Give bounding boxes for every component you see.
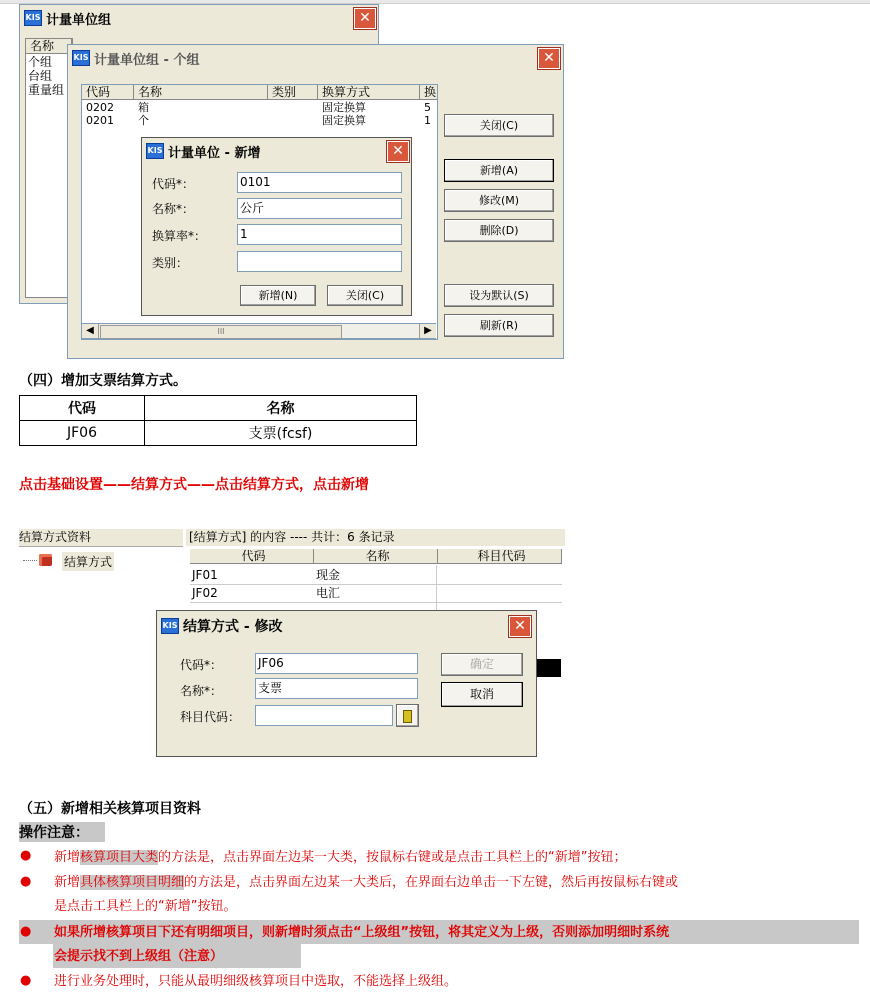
note-2-pre: 新增 bbox=[54, 875, 81, 890]
note-title: 操作注意： bbox=[19, 822, 105, 842]
code-field[interactable]: 0101 bbox=[237, 172, 402, 193]
close-icon[interactable]: ✕ bbox=[387, 141, 409, 162]
tree-connector bbox=[23, 560, 37, 562]
content-header-text: [结算方式] 的内容 ---- 共计：6 条记录 bbox=[186, 529, 565, 546]
row-divider bbox=[190, 602, 562, 603]
refresh-button[interactable]: 刷新(R) bbox=[444, 314, 554, 337]
table-row-rate: 1 bbox=[424, 114, 431, 127]
note-item-1 bbox=[54, 846, 627, 869]
delete-button[interactable]: 删除(D) bbox=[444, 219, 554, 242]
note-item-2 bbox=[54, 871, 678, 894]
close-icon[interactable]: ✕ bbox=[538, 48, 560, 69]
bullet-icon: ● bbox=[20, 874, 32, 889]
name-field[interactable]: 支票 bbox=[255, 678, 418, 699]
category-label: 类别： bbox=[152, 256, 189, 270]
unit-group-detail-titlebar bbox=[68, 45, 563, 71]
section4-heading: （四）增加支票结算方式。 bbox=[19, 373, 187, 389]
unit-group-detail-title: 计量单位组 - 个组 bbox=[94, 52, 200, 68]
tree-title: 结算方式资料 bbox=[19, 529, 183, 547]
note-1-highlight: 核算项目大类 bbox=[80, 850, 159, 865]
section5-heading: （五）新增相关核算项目资料 bbox=[19, 801, 201, 817]
unit-add-titlebar bbox=[142, 138, 411, 164]
settlement-edit-titlebar bbox=[157, 611, 536, 641]
list-item[interactable]: 重量组 bbox=[28, 83, 65, 97]
account-field[interactable] bbox=[255, 705, 393, 726]
table-header-code: 代码 bbox=[20, 396, 145, 421]
code-label: 代码*： bbox=[180, 658, 223, 672]
close-button[interactable]: 关闭(C) bbox=[444, 114, 554, 137]
code-field[interactable]: JF06 bbox=[255, 653, 418, 674]
table-row-code: 0201 bbox=[86, 114, 114, 127]
table-row-code: 0202 bbox=[86, 101, 114, 114]
cancel-button[interactable]: 取消 bbox=[441, 682, 523, 707]
col-header-code: 代码 bbox=[190, 549, 314, 564]
row-divider bbox=[190, 584, 562, 585]
col-header-name: 名称 bbox=[314, 549, 438, 564]
bullet-icon: ● bbox=[20, 973, 32, 988]
unit-group-title: 计量单位组 bbox=[46, 12, 112, 28]
list-item[interactable]: 个组 bbox=[28, 55, 53, 69]
edit-button[interactable]: 修改(M) bbox=[444, 189, 554, 212]
rate-label: 换算率*： bbox=[152, 229, 207, 243]
table-row-name: 电汇 bbox=[316, 586, 341, 600]
note-item-4: 进行业务处理时，只能从最明细级核算项目中选取，不能选择上级组。 bbox=[54, 974, 458, 989]
table-cell-name: 支票(fcsf) bbox=[145, 421, 417, 446]
bullet-icon: ● bbox=[20, 848, 32, 863]
scroll-right-icon[interactable]: ▶ bbox=[419, 324, 436, 338]
account-label: 科目代码： bbox=[180, 710, 241, 724]
unit-add-dialog bbox=[141, 137, 412, 316]
table-row-code: JF01 bbox=[192, 568, 218, 582]
table-row-code: JF02 bbox=[192, 586, 218, 600]
unit-group-list bbox=[25, 38, 73, 298]
col-header-rate: 换 bbox=[420, 85, 438, 100]
rate-field[interactable]: 1 bbox=[237, 224, 402, 245]
note-1-post: 的方法是，点击界面左边某一大类，按鼠标右键或是点击工具栏上的“新增”按钮； bbox=[158, 850, 627, 865]
note-item-3: 如果所增核算项目下还有明细项目，则新增时须点击“上级组”按钮，将其定义为上级，否则添加明细时系统 bbox=[54, 925, 670, 940]
name-label: 名称*： bbox=[180, 684, 223, 698]
col-header-category: 类别 bbox=[268, 85, 318, 100]
kis-logo-icon: KIS bbox=[24, 10, 42, 26]
scroll-thumb[interactable]: III bbox=[100, 325, 342, 339]
category-field[interactable] bbox=[237, 251, 402, 272]
table-cell-code: JF06 bbox=[20, 421, 145, 446]
table-row-rate: 5 bbox=[424, 101, 431, 114]
col-header-name: 名称 bbox=[134, 85, 268, 100]
account-lookup-icon[interactable] bbox=[396, 704, 419, 727]
settlement-node-icon bbox=[39, 554, 52, 566]
unit-group-titlebar bbox=[20, 5, 378, 31]
table-row-method: 固定换算 bbox=[322, 114, 366, 127]
kis-logo-icon: KIS bbox=[161, 618, 179, 634]
note-item-3-line2: 会提示找不到上级组（注意） bbox=[54, 949, 224, 964]
add-button[interactable]: 新增(A) bbox=[444, 159, 554, 182]
close-icon[interactable]: ✕ bbox=[354, 8, 376, 29]
name-label: 名称*： bbox=[152, 202, 195, 216]
selected-row-marker bbox=[537, 659, 561, 677]
table-row-name: 现金 bbox=[316, 568, 341, 582]
code-label: 代码*： bbox=[152, 177, 195, 191]
settlement-edit-dialog bbox=[156, 610, 537, 757]
table-row-name: 个 bbox=[138, 114, 149, 127]
ok-button[interactable]: 确定 bbox=[441, 653, 523, 676]
section4-instruction: 点击基础设置——结算方式——点击结算方式，点击新增 bbox=[19, 477, 369, 493]
table-row-name: 箱 bbox=[138, 101, 149, 114]
tree-item-settlement[interactable]: 结算方式 bbox=[62, 552, 114, 571]
dialog-close-button[interactable]: 关闭(C) bbox=[327, 285, 403, 306]
settlement-edit-title: 结算方式 - 修改 bbox=[183, 619, 283, 635]
table-header-name: 名称 bbox=[145, 396, 417, 421]
bullet-icon: ● bbox=[20, 924, 32, 939]
note-2-post: 的方法是，点击界面左边某一大类后，在界面右边单击一下左键，然后再按鼠标右键或 bbox=[184, 875, 679, 890]
col-header-code: 代码 bbox=[82, 85, 134, 100]
close-icon[interactable]: ✕ bbox=[509, 616, 531, 637]
scroll-left-icon[interactable]: ◀ bbox=[82, 324, 99, 338]
kis-logo-icon: KIS bbox=[72, 50, 90, 66]
note-item-2-line2: 是点击工具栏上的“新增”按钮。 bbox=[54, 899, 237, 914]
payment-method-table bbox=[19, 395, 417, 446]
name-field[interactable]: 公斤 bbox=[237, 198, 402, 219]
horizontal-scrollbar[interactable] bbox=[81, 323, 436, 339]
note-1-pre: 新增 bbox=[54, 850, 81, 865]
table-row-method: 固定换算 bbox=[322, 101, 366, 114]
col-header-method: 换算方式 bbox=[318, 85, 420, 100]
col-header-account: 科目代码 bbox=[438, 549, 562, 564]
kis-logo-icon: KIS bbox=[146, 143, 164, 159]
dialog-add-button[interactable]: 新增(N) bbox=[240, 285, 316, 306]
list-header-name: 名称 bbox=[26, 39, 72, 54]
note-2-highlight: 具体核算项目明细 bbox=[80, 875, 185, 890]
list-item[interactable]: 台组 bbox=[28, 69, 53, 83]
unit-add-title: 计量单位 - 新增 bbox=[168, 145, 261, 161]
set-default-button[interactable]: 设为默认(S) bbox=[444, 284, 554, 307]
